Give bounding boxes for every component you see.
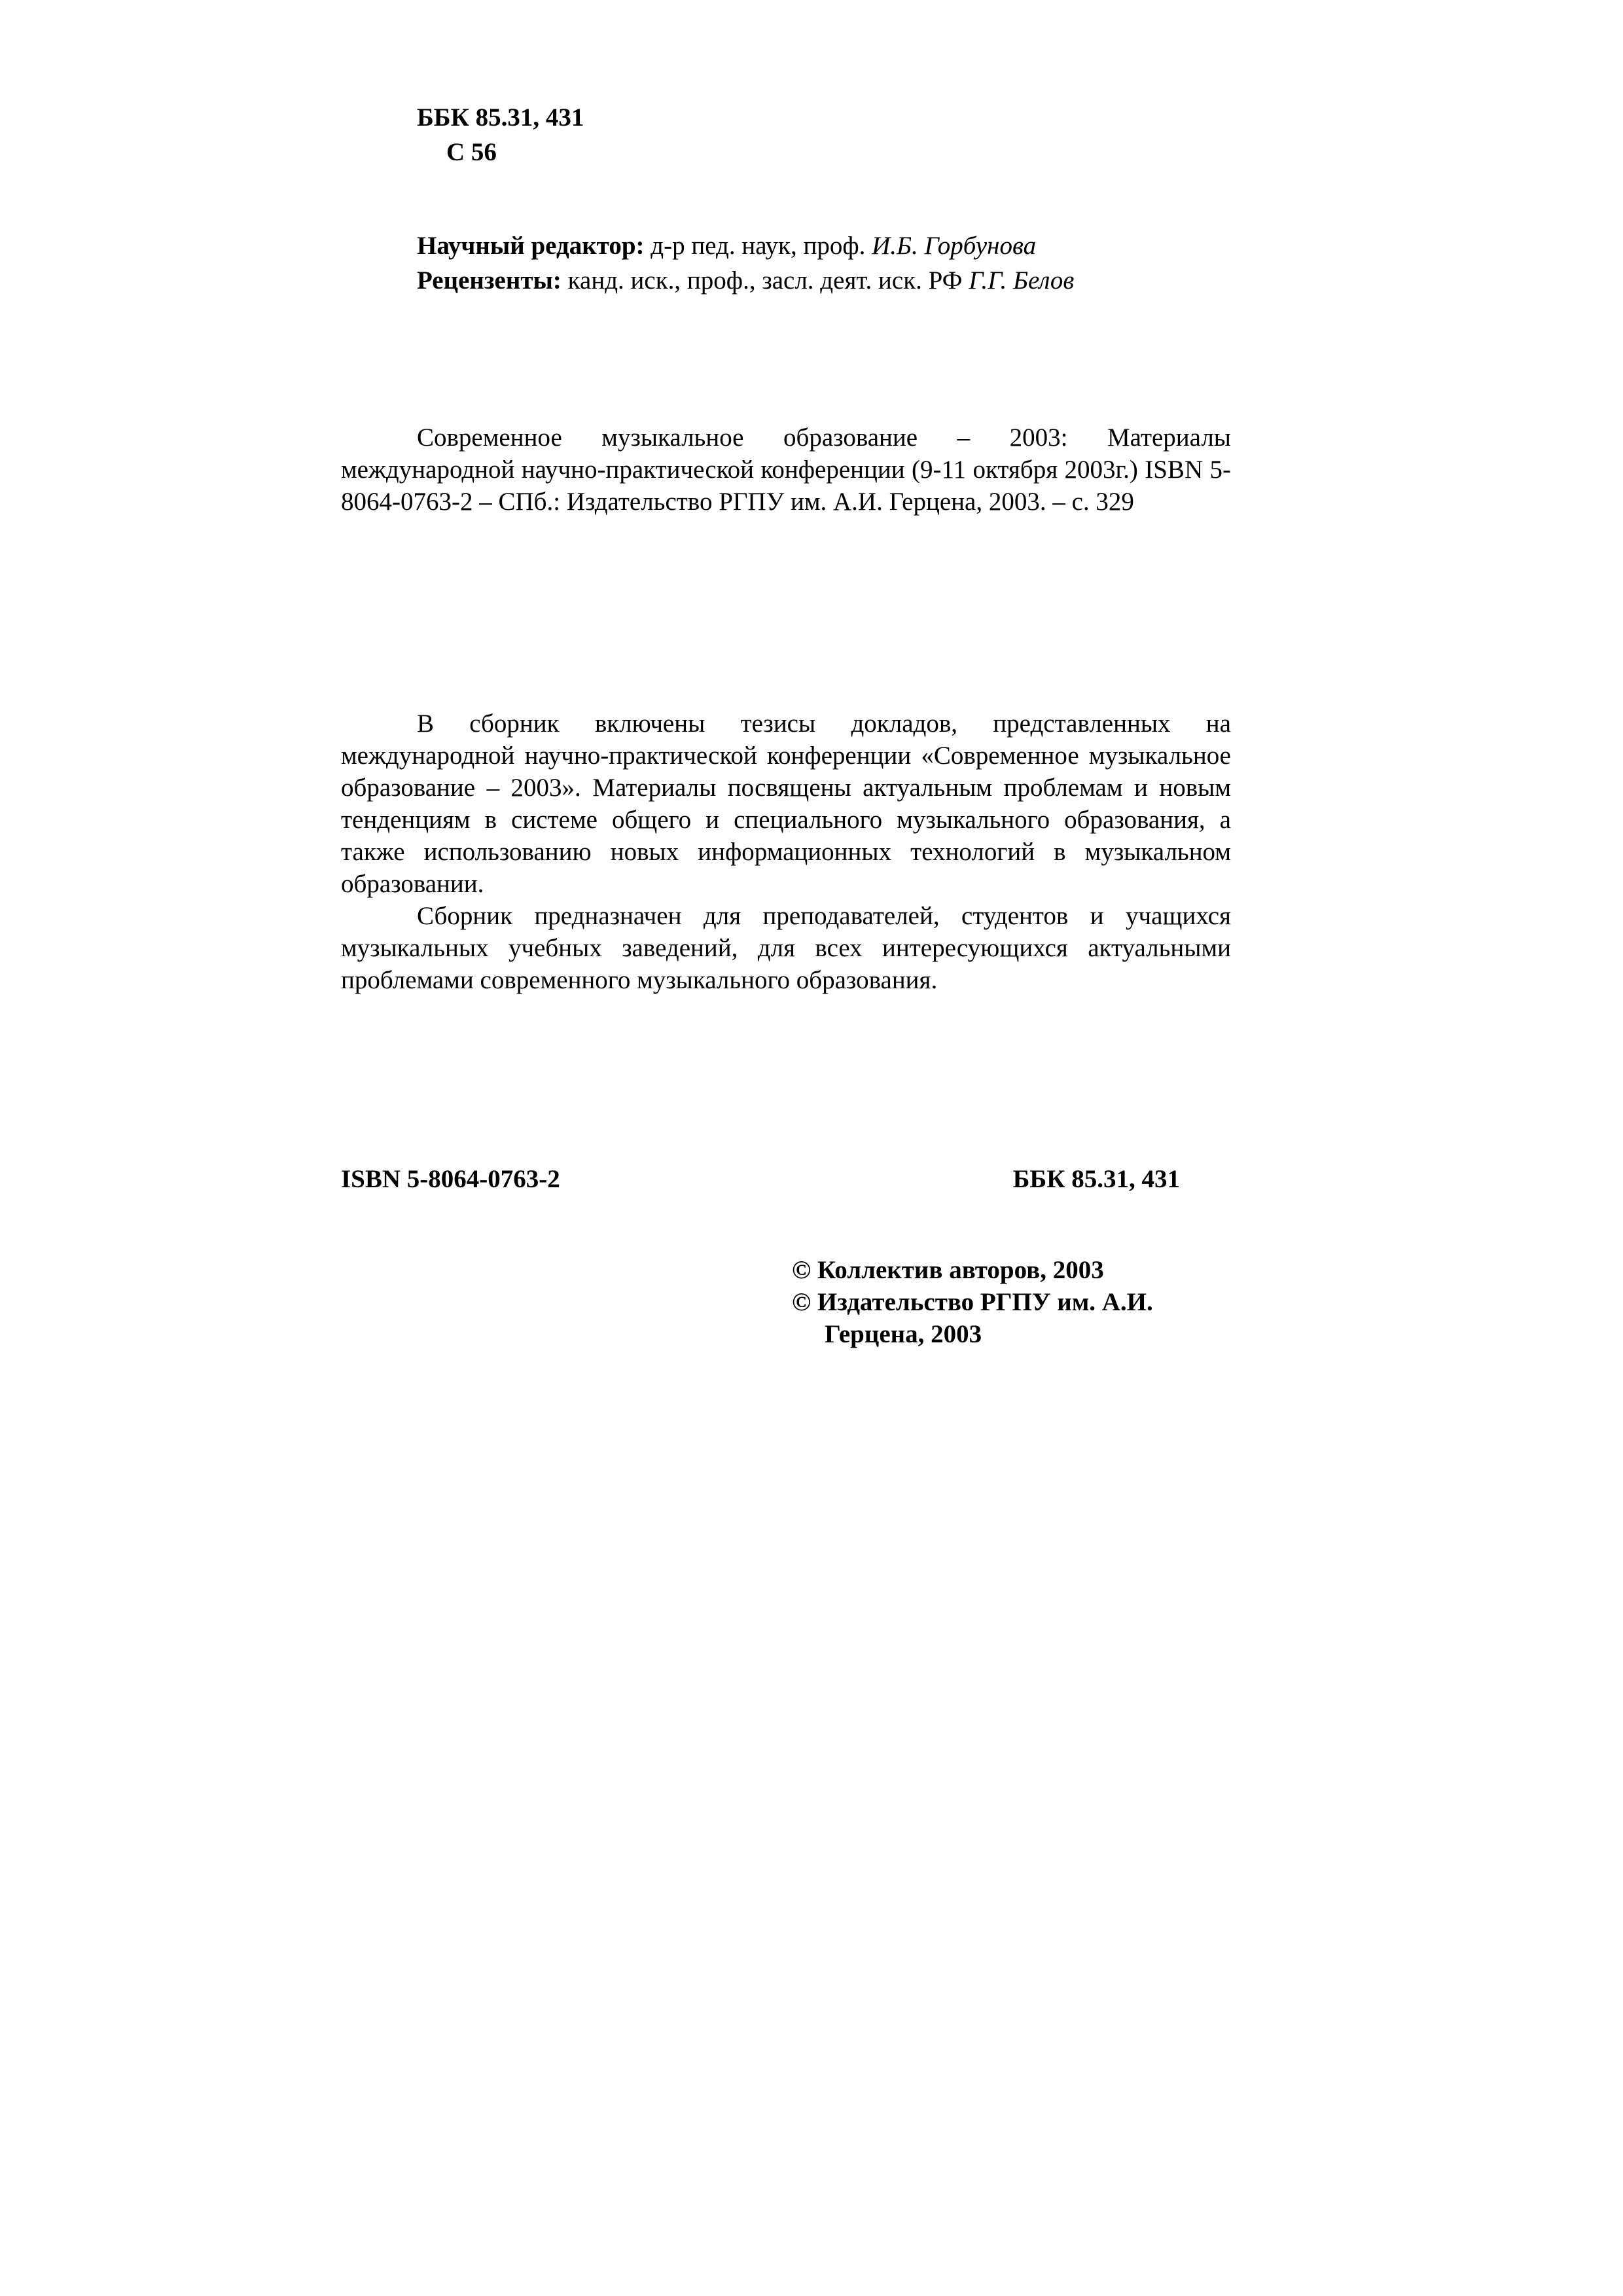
abstract-paragraph: В сборник включены тезисы докладов, представленных на международной научно-практической конференции «Современное музыкальное образование – 2003». Материалы посвящены актуальным проблемам и новым тенденциям в системе общего и специального музыкального образования, а также использованию новых информационных технологий в музыкальном образовании. — [341, 709, 1231, 898]
bbk-footer: ББК 85.31, 431 — [1012, 1165, 1180, 1193]
bbk-code: ББК 85.31, 431 — [417, 103, 584, 132]
reviewers-line — [417, 263, 1074, 298]
editor-text: д-р пед. наук, проф. — [651, 232, 866, 260]
credits — [417, 228, 1074, 298]
editor-name: И.Б. Горбунова — [872, 232, 1037, 260]
copyright-block — [792, 1254, 1211, 1350]
abstract-paragraph: Сборник предназначен для преподавателей, студентов и учащихся музыкальных учебных заведений, для всех интересующихся актуальными проблемами современного музыкального образования. — [341, 902, 1231, 994]
editor-line — [417, 228, 1074, 263]
isbn: ISBN 5-8064-0763-2 — [341, 1165, 560, 1193]
bibliographic-citation: Современное музыкальное образование – 2003: Материалы международной научно-практической конференции (9-11 октября 2003г.) ISBN 5-8064-0763-2 – СПб.: Издательство РГПУ им. А.И. Герцена, 2003. – с. 329 — [341, 423, 1231, 516]
reviewers-name: Г.Г. Белов — [969, 266, 1075, 295]
reviewers-label: Рецензенты: — [417, 266, 562, 295]
reviewers-text: канд. иск., проф., засл. деят. иск. РФ — [567, 266, 963, 295]
bbk-header — [417, 100, 584, 170]
isbn-row — [341, 1162, 1180, 1196]
abstract — [341, 708, 1231, 996]
author-sign: С 56 — [446, 138, 497, 166]
copyright-publisher: © Издательство РГПУ им. А.И. Герцена, 2003 — [792, 1288, 1153, 1348]
editor-label: Научный редактор: — [417, 232, 645, 260]
copyright-authors: © Коллектив авторов, 2003 — [792, 1256, 1104, 1284]
